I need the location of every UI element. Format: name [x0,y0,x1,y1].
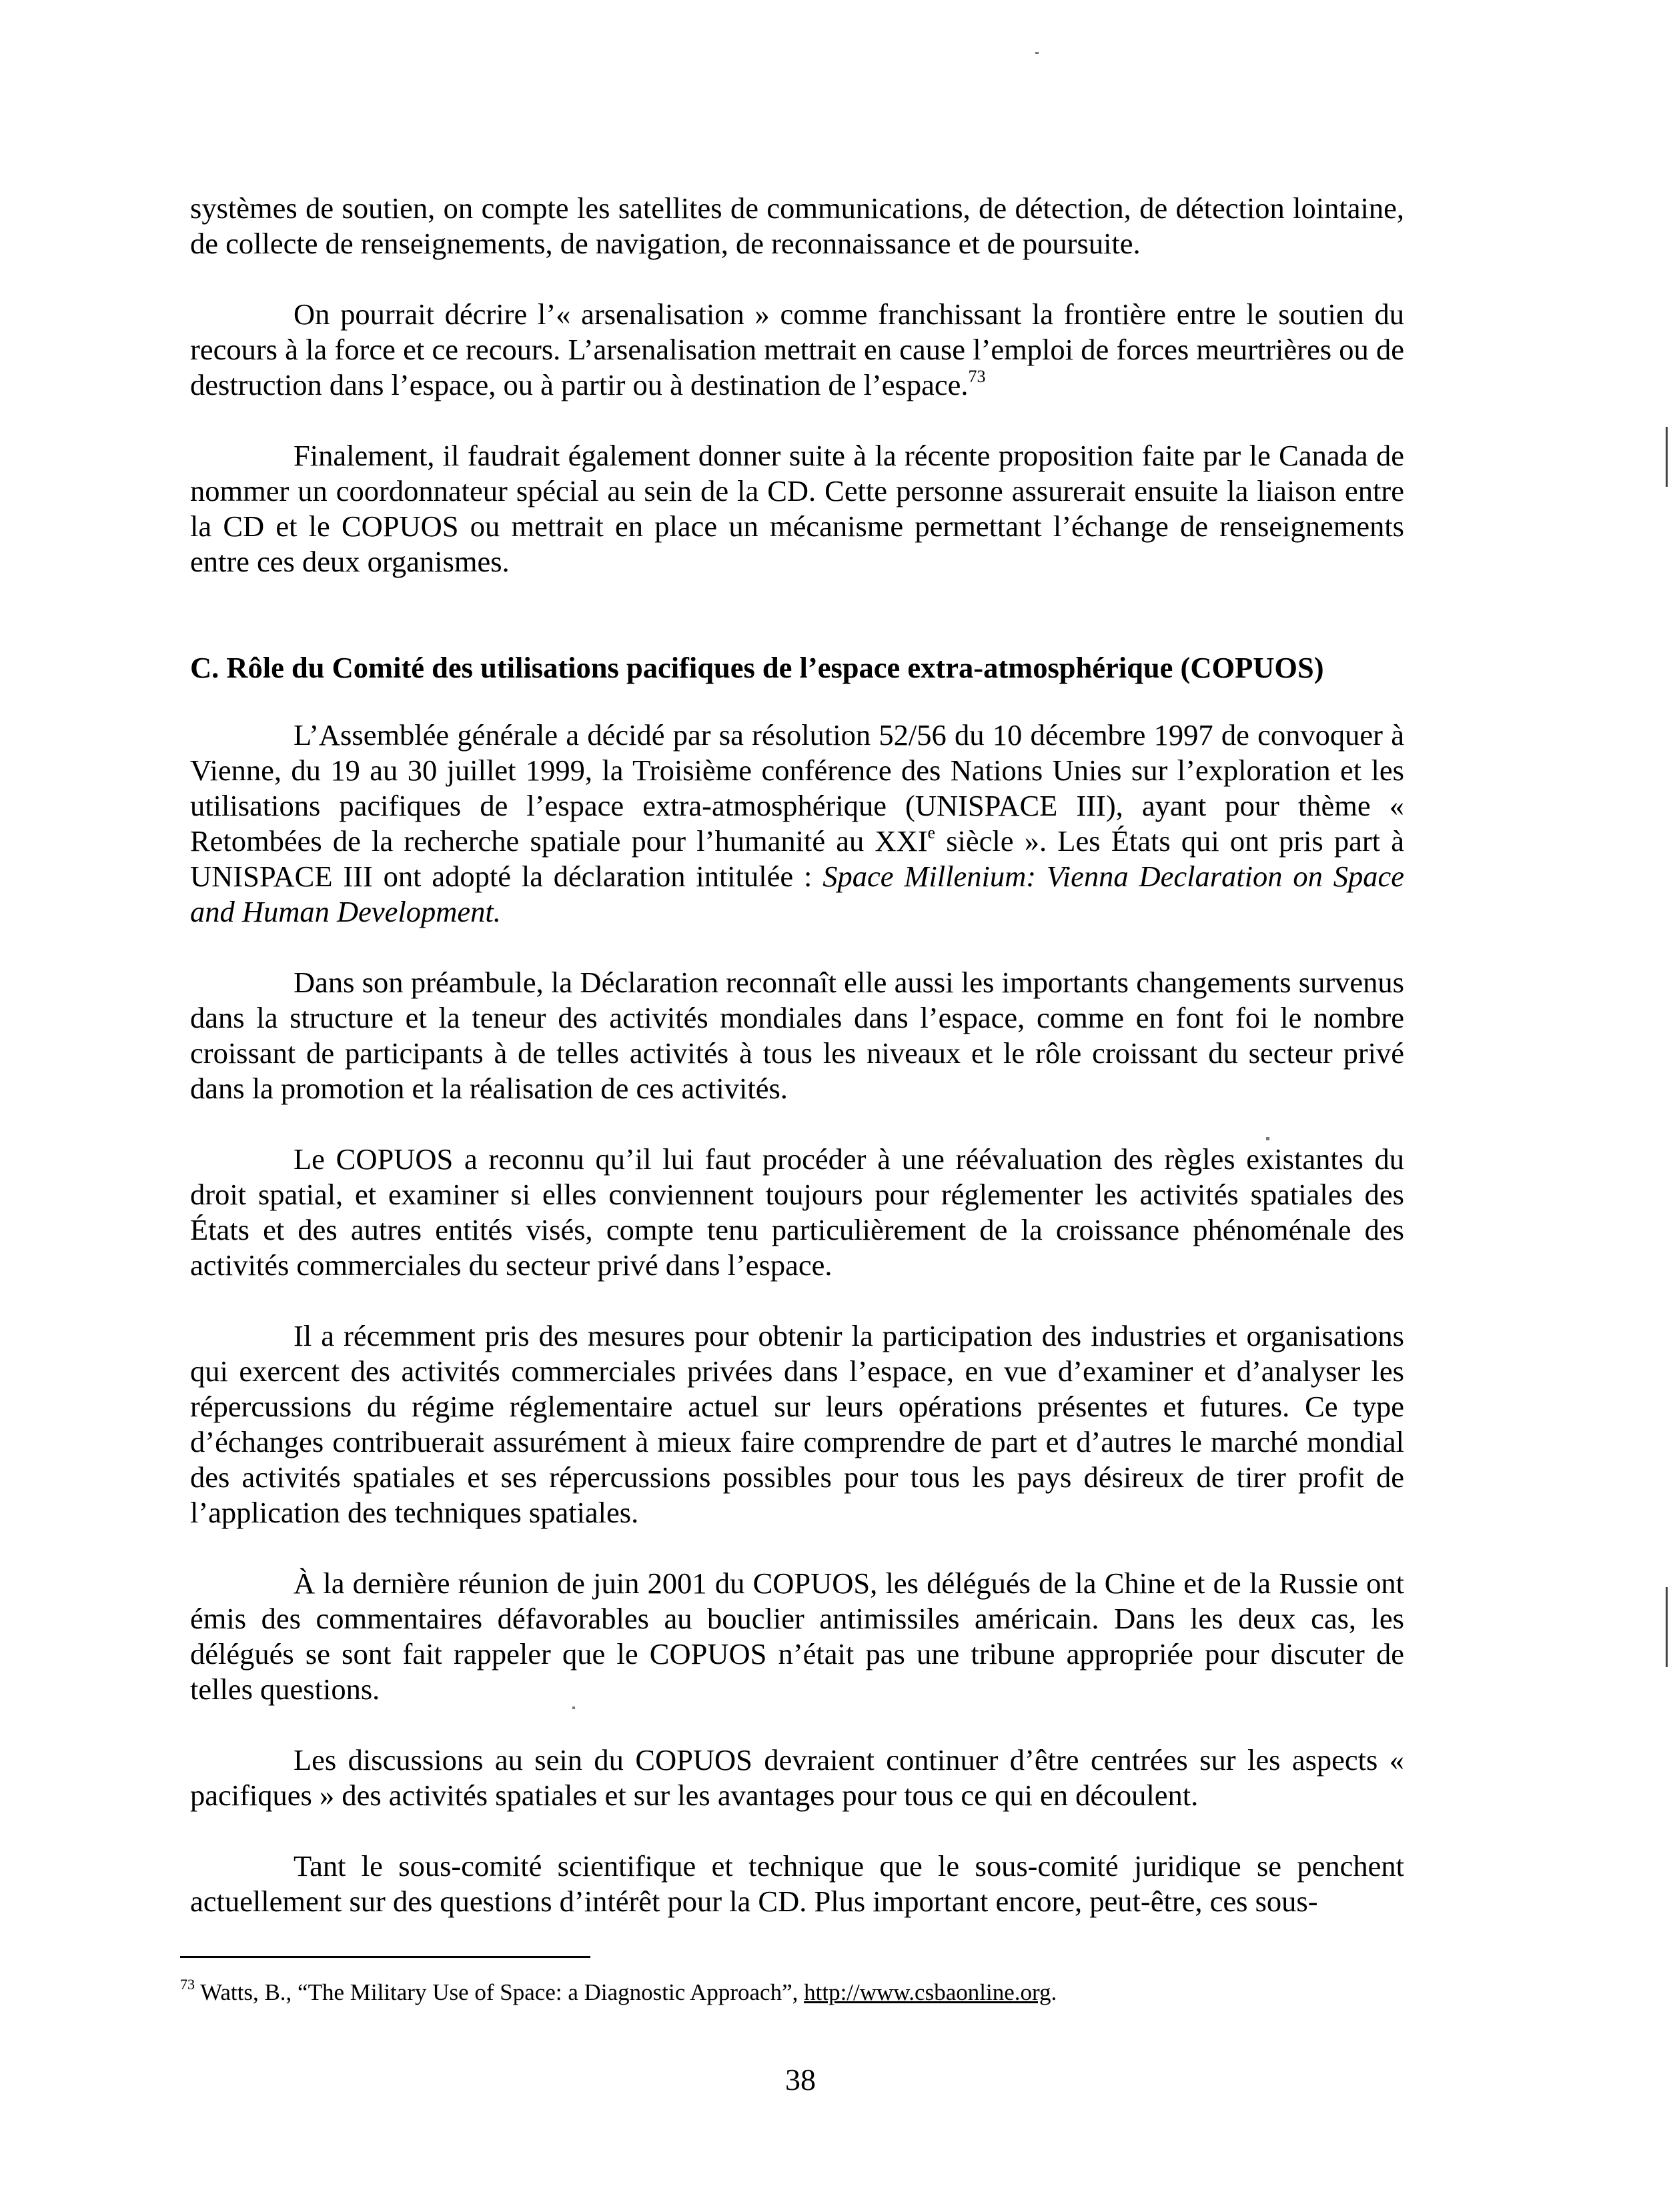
paragraph-10: Tant le sous-comité scientifique et technique que le sous-comité juridique se penchent actuellement sur des questions d’intérêt pour la CD. Plus important encore, peut-être, ces sous- [190,1849,1404,1918]
paragraph-2-text: On pourrait décrire l’« arsenalisation » comme franchissant la frontière entre le soutien du recours à la force et ce recours. L’arsenalisation mettrait en cause l’emploi de forces meurtrières ou de destruction dans l’espace, ou à partir ou à destination de l’espace. [190,297,1404,401]
scan-speck [1035,52,1039,54]
scan-speck [572,1707,575,1709]
footnote-separator [180,1956,590,1958]
declaration-title: Space Millenium: Vienna Declaration on Space and Human Development. [190,860,1404,928]
footnote-73 [180,1978,1057,2007]
paragraph-3: Finalement, il faudrait également donner suite à la récente proposition faite par le Canada de nommer un coordonnateur spécial au sein de la CD. Cette personne assurerait ensuite la liaison entre la CD et le COPUOS ou mettrait en place un mécanisme permettant l’échange de renseignements entre ces deux organismes. [190,439,1404,578]
paragraph-7: Il a récemment pris des mesures pour obtenir la participation des industries et organisations qui exercent des activités commerciales privées dans l’espace, en vue d’examiner et d’analyser les répercussions du régime réglementaire actuel sur leurs opérations présentes et futures. Ce type d’échanges contribuerait assurément à mieux faire comprendre de part et d’autres le marché mondial des activités spatiales et ses répercussions possibles pour tous les pays désireux de tirer profit de l’application des techniques spatiales. [190,1319,1404,1529]
century-superscript: e [927,823,936,843]
body-text [190,191,1404,1919]
page-number: 38 [785,2063,816,2097]
paragraph-8: À la dernière réunion de juin 2001 du COPUOS, les délégués de la Chine et de la Russie ont émis des commentaires défavorables au bouclier antimissiles américain. Dans les deux cas, les délégués se sont fait rappeler que le COPUOS n’était pas une tribune appropriée pour discuter de telles questions. [190,1566,1404,1706]
footnote-end: . [1051,1979,1057,2005]
footnote-link[interactable]: http://www.csbaonline.org [804,1979,1051,2005]
paragraph-9: Les discussions au sein du COPUOS devraient continuer d’être centrées sur les aspects « pacifiques » des activités spatiales et sur les avantages pour tous ce qui en découlent. [190,1743,1404,1812]
paragraph-6: Le COPUOS a reconnu qu’il lui faut procéder à une réévaluation des règles existantes du droit spatial, et examiner si elles conviennent toujours pour réglementer les activités spatiales des États et des autres entités visés, compte tenu particulièrement de la croissance phénoménale des activités commerciales du secteur privé dans l’espace. [190,1142,1404,1282]
footnote-text: Watts, B., “The Military Use of Space: a Diagnostic Approach”, [195,1979,804,2005]
paragraph-5: Dans son préambule, la Déclaration reconnaît elle aussi les importants changements survenus dans la structure et la teneur des activités mondiales dans l’espace, comme en font foi le nombre croissant de participants à de telles activités à tous les niveaux et le rôle croissant du secteur privé dans la promotion et la réalisation de ces activités. [190,966,1404,1105]
scan-edge-mark [1666,1587,1668,1667]
paragraph-4-text: L’Assemblée générale a décidé par sa résolution 52/56 du 10 décembre 1997 de convoquer à Vienne, du 19 au 30 juillet 1999, la Troisième conférence des Nations Unies sur l’exploration et les utilisations pacifiques de l’espace extra-atmosphérique (UNISPACE III), ayant pour thème « Retombées de la recherche spatiale pour l’humanité au XXI [190,718,1404,858]
footnote-ref-73[interactable]: 73 [968,367,986,387]
paragraph-2 [190,297,1404,403]
scan-edge-mark [1666,427,1668,487]
paragraph-4 [190,718,1404,930]
scan-speck [1266,1137,1269,1140]
paragraph-1: systèmes de soutien, on compte les satellites de communications, de détection, de détection lointaine, de collecte de renseignements, de navigation, de reconnaissance et de poursuite. [190,191,1404,260]
footnote-number: 73 [180,1976,195,1993]
section-heading: C. Rôle du Comité des utilisations pacifiques de l’espace extra-atmosphérique (COPUOS) [190,651,1324,684]
paragraph-4-text-cont: siècle ». Les États qui ont pris part à UNISPACE III ont adopté la déclaration intitulée : [190,824,1404,893]
